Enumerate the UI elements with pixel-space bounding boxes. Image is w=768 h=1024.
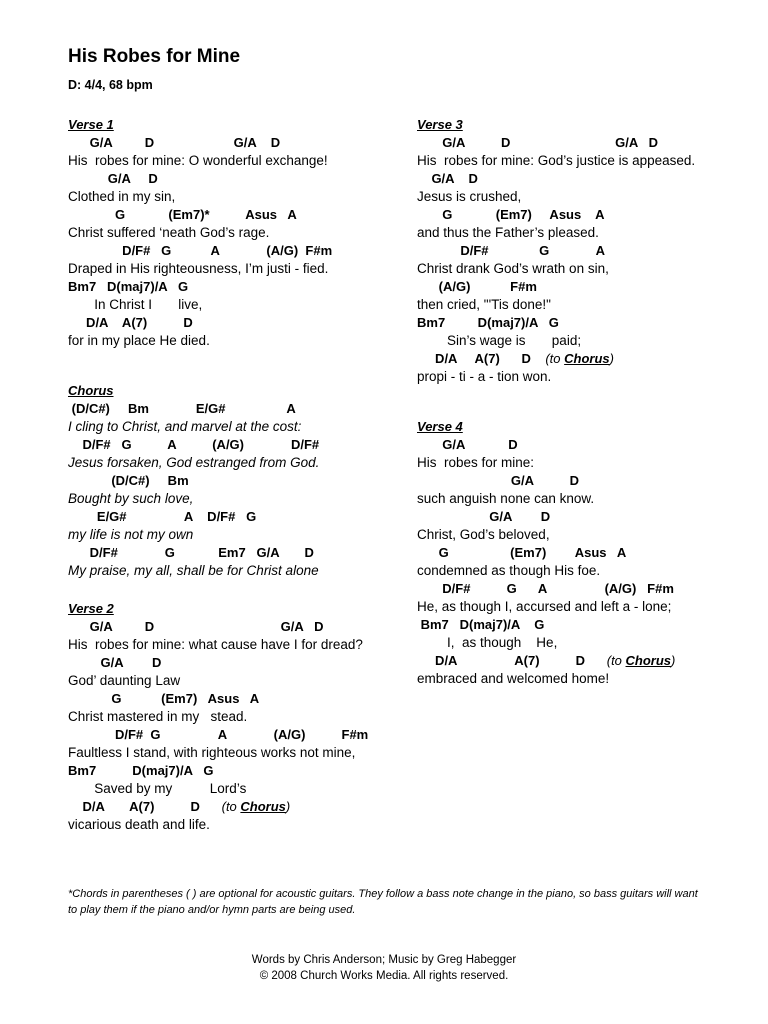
lyric-line: Christ drank God’s wrath on sin, bbox=[417, 261, 609, 276]
verse-1-title: Verse 1 bbox=[68, 117, 114, 132]
lyric-line: my life is not my own bbox=[68, 527, 194, 542]
lyric-line: embraced and welcomed home! bbox=[417, 671, 610, 686]
chord-line: D/F# G A bbox=[417, 243, 606, 258]
lyric-line: vicarious death and life. bbox=[68, 817, 210, 832]
chord-line: G/A D G/A D bbox=[417, 135, 659, 150]
chord-line: D/F# G A (A/G) F#m bbox=[68, 727, 369, 742]
chord-line: (D/C#) Bm E/G# A bbox=[68, 401, 296, 416]
chord-text: D/A A(7) D bbox=[417, 351, 531, 366]
lyric-line: He, as though I, accursed and left a - lone; bbox=[417, 599, 672, 614]
chord-line: D/F# G A (A/G) F#m bbox=[68, 243, 333, 258]
lyric-line: My praise, my all, shall be for Christ alone bbox=[68, 563, 319, 578]
lyric-line: for in my place He died. bbox=[68, 333, 210, 348]
chord-line: D/F# G A (A/G) F#m bbox=[417, 581, 674, 596]
chord-line: Bm7 D(maj7)/A G bbox=[417, 617, 545, 632]
chord-line: G (Em7)* Asus A bbox=[68, 207, 297, 222]
lyric-line: Christ, God’s beloved, bbox=[417, 527, 550, 542]
verse-1 bbox=[68, 116, 418, 350]
chord-line: Bm7 D(maj7)/A G bbox=[417, 315, 559, 330]
chord-line: Bm7 D(maj7)/A G bbox=[68, 763, 214, 778]
lyric-line: I, as though He, bbox=[417, 635, 558, 650]
lyric-line: such anguish none can know. bbox=[417, 491, 595, 506]
lyric-line: Draped in His righteousness, I’m justi - fied. bbox=[68, 261, 329, 276]
credits-authors: Words by Chris Anderson; Music by Greg Habegger bbox=[251, 954, 517, 966]
lyric-line: condemned as though His foe. bbox=[417, 563, 601, 578]
chord-line bbox=[68, 798, 418, 816]
lyric-line: Christ mastered in my stead. bbox=[68, 709, 248, 724]
key-tempo: D: 4/4, 68 bpm bbox=[68, 78, 153, 92]
lyric-line: Clothed in my sin, bbox=[68, 189, 176, 204]
chord-line: G/A D bbox=[417, 171, 478, 186]
chord-line: G/A D bbox=[417, 473, 580, 488]
verse-3 bbox=[417, 116, 767, 386]
lyric-line: Bought by such love, bbox=[68, 491, 194, 506]
chord-line: G (Em7) Asus A bbox=[68, 691, 260, 706]
verse-2 bbox=[68, 600, 418, 834]
chord-line: G/A D bbox=[417, 509, 551, 524]
verse-3-title: Verse 3 bbox=[417, 117, 463, 132]
chorus bbox=[68, 382, 418, 580]
verse-4-title: Verse 4 bbox=[417, 419, 463, 434]
lyric-line: His robes for mine: what cause have I for dread? bbox=[68, 637, 363, 652]
song-title: His Robes for Mine bbox=[68, 46, 241, 67]
lyric-line: His robes for mine: O wonderful exchange! bbox=[68, 153, 328, 168]
verse-2-title: Verse 2 bbox=[68, 601, 114, 616]
chord-line bbox=[417, 350, 767, 368]
chorus-cue: (to Chorus) bbox=[545, 351, 614, 366]
lyric-line: Jesus forsaken, God estranged from God. bbox=[68, 455, 320, 470]
credits-copyright: © 2008 Church Works Media. All rights reserved. bbox=[259, 970, 509, 982]
chord-line: Bm7 D(maj7)/A G bbox=[68, 279, 189, 294]
chord-line: D/F# G A (A/G) D/F# bbox=[68, 437, 320, 452]
chord-line: D/A A(7) D bbox=[68, 315, 193, 330]
lyric-line: God’ daunting Law bbox=[68, 673, 181, 688]
chord-line: (A/G) F#m bbox=[417, 279, 537, 294]
chord-line: G (Em7) Asus A bbox=[417, 207, 605, 222]
chorus-title: Chorus bbox=[68, 383, 114, 398]
lyric-line: Faultless I stand, with righteous works not mine, bbox=[68, 745, 356, 760]
lyric-line: In Christ I live, bbox=[68, 297, 203, 312]
chord-line: G/A D bbox=[68, 655, 162, 670]
chorus-cue: (to Chorus) bbox=[221, 799, 291, 814]
lyric-line: Christ suffered ‘neath God’s rage. bbox=[68, 225, 270, 240]
chord-line: G/A D G/A D bbox=[68, 619, 324, 634]
chord-line: G/A D bbox=[68, 171, 158, 186]
footnote: *Chords in parentheses ( ) are optional for acoustic guitars. They follow a bass note change in the piano, so bass guitars will want to play them if the piano and/or hymn parts are being used. bbox=[68, 888, 698, 916]
chord-line: G/A D G/A D bbox=[68, 135, 281, 150]
chord-text: D/A A(7) D bbox=[68, 799, 200, 814]
chord-line bbox=[417, 652, 767, 670]
lyric-line: I cling to Christ, and marvel at the cost: bbox=[68, 419, 302, 434]
chord-line: E/G# A D/F# G bbox=[68, 509, 257, 524]
lyric-line: His robes for mine: God’s justice is appeased. bbox=[417, 153, 696, 168]
chord-text: D/A A(7) D bbox=[417, 653, 586, 668]
chorus-cue: (to Chorus) bbox=[606, 653, 676, 668]
lyric-line: His robes for mine: bbox=[417, 455, 535, 470]
verse-4 bbox=[417, 418, 767, 688]
lyric-line: Jesus is crushed, bbox=[417, 189, 522, 204]
chord-line: (D/C#) Bm bbox=[68, 473, 189, 488]
chord-line: D/F# G Em7 G/A D bbox=[68, 545, 314, 560]
lyric-line: propi - ti - a - tion won. bbox=[417, 369, 552, 384]
lyric-line: Saved by my Lord’s bbox=[68, 781, 247, 796]
chord-line: G (Em7) Asus A bbox=[417, 545, 627, 560]
lyric-line: Sin’s wage is paid; bbox=[417, 333, 582, 348]
chord-line: G/A D bbox=[417, 437, 518, 452]
lyric-line: and thus the Father’s pleased. bbox=[417, 225, 599, 240]
lyric-line: then cried, "'Tis done!" bbox=[417, 297, 551, 312]
